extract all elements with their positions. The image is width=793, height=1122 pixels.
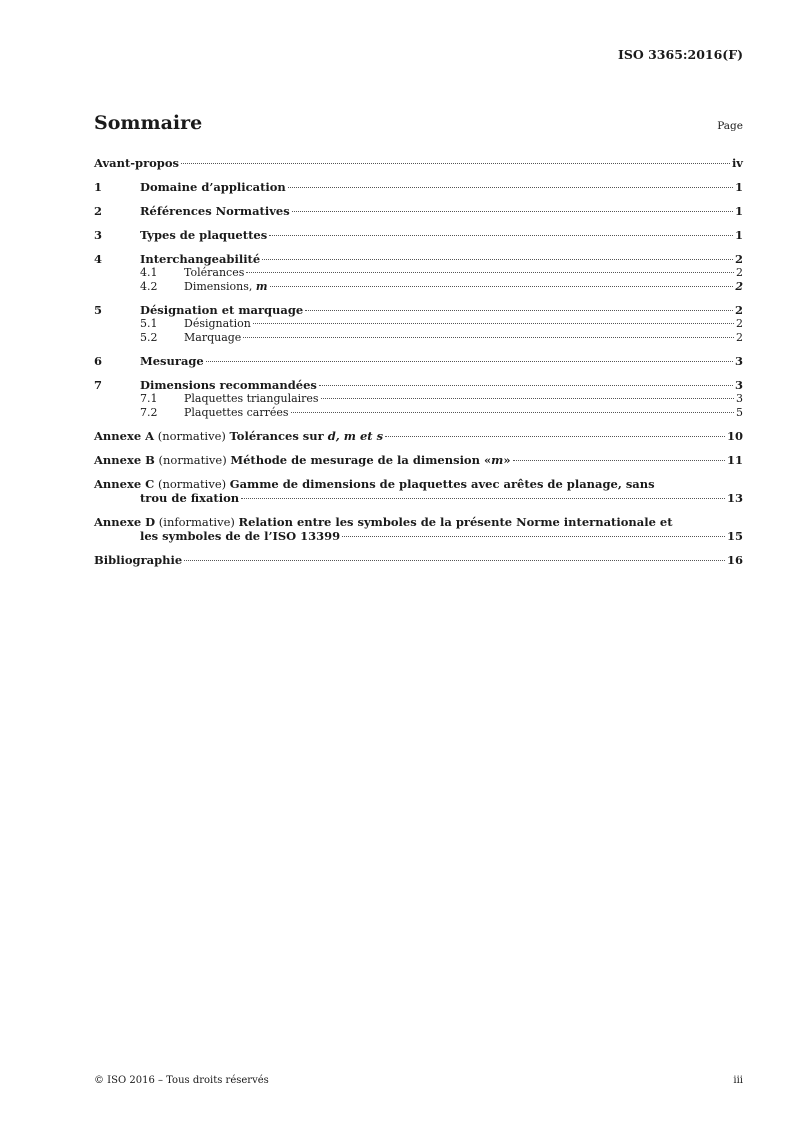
annex-prefix: Annexe D <box>94 515 156 529</box>
annex-kind: (normative) <box>154 429 230 443</box>
toc-entry-symbol: m <box>255 279 268 293</box>
toc-entry-label: Méthode de mesurage de la dimension « <box>230 453 492 467</box>
dot-leader <box>321 398 734 399</box>
toc-entry-page: 1 <box>734 180 743 194</box>
dot-leader <box>291 412 734 413</box>
toc-entry-symbol: m <box>491 453 504 467</box>
toc-entry-number: 4.1 <box>140 266 158 279</box>
toc-entry-section-6[interactable] <box>94 354 743 368</box>
toc-entry-label: Marquage <box>184 330 242 344</box>
toc-entry-label: Relation entre les symboles de la présente Norme internationale et <box>238 515 673 529</box>
toc-entry-annex-c[interactable] <box>94 477 743 505</box>
toc-entry-annex-b[interactable] <box>94 453 743 467</box>
toc-entry-label: Tolérances sur <box>229 429 328 443</box>
annex-kind: (informative) <box>155 515 239 529</box>
toc-entry-page: 2 <box>734 252 743 266</box>
toc-entry-label: Domaine d’application <box>140 180 286 194</box>
toc-entry-label: Interchangeabilité <box>140 252 261 266</box>
toc-entry-annex-a[interactable] <box>94 429 743 443</box>
toc-entry-page: 2 <box>736 330 743 344</box>
dot-leader <box>243 337 734 338</box>
dot-leader <box>292 211 733 212</box>
annex-line-1 <box>94 477 743 491</box>
toc-entry-avant-propos[interactable] <box>94 156 743 170</box>
toc-entry-label-tail: » <box>503 453 511 467</box>
toc-entry-number: 5.1 <box>140 317 158 330</box>
dot-leader <box>319 385 733 386</box>
dot-leader <box>288 187 733 188</box>
annex-prefix: Annexe A <box>94 429 155 443</box>
toc-entry-label: Dimensions recommandées <box>140 378 317 392</box>
annex-line-1 <box>94 515 743 529</box>
toc-entry-page: 15 <box>726 529 743 543</box>
toc-entry-label-continued: trou de fixation <box>140 491 240 505</box>
dot-leader <box>513 460 725 461</box>
toc-entry-section-3[interactable] <box>94 228 743 242</box>
toc-entry-label: Mesurage <box>140 354 204 368</box>
toc-entry-bibliographie[interactable] <box>94 553 743 567</box>
toc-entry-label: Désignation et marquage <box>140 303 304 317</box>
toc-entry-annex-d[interactable] <box>94 515 743 543</box>
toc-entry-section-7[interactable] <box>94 378 743 392</box>
toc-entry-label: Références Normatives <box>140 204 290 218</box>
page-column-label: Page <box>717 120 743 132</box>
toc-entry-section-7-1[interactable] <box>94 392 743 406</box>
annex-kind: (normative) <box>154 453 231 467</box>
table-of-contents <box>94 156 743 567</box>
toc-entry-section-2[interactable] <box>94 204 743 218</box>
toc-entry-page: iv <box>731 156 743 170</box>
dot-leader <box>269 235 733 236</box>
toc-entry-label-continued: les symboles de de l’ISO 13399 <box>140 529 341 543</box>
toc-entry-page: 1 <box>734 204 743 218</box>
toc-entry-label: Désignation <box>184 317 251 330</box>
toc-entry-page: 3 <box>734 378 743 392</box>
toc-entry-page: 16 <box>726 553 743 567</box>
toc-entry-label: Plaquettes carrées <box>184 405 289 419</box>
toc-entry-section-1[interactable] <box>94 180 743 194</box>
toc-entry-section-7-2[interactable] <box>94 406 743 420</box>
dot-leader <box>184 560 725 561</box>
dot-leader <box>241 498 725 499</box>
toc-entry-section-4-2[interactable] <box>94 280 743 294</box>
toc-entry-page: 13 <box>726 491 743 505</box>
toc-entry-section-4[interactable] <box>94 252 743 266</box>
toc-title: Sommaire <box>94 112 203 134</box>
annex-line-2 <box>94 491 743 505</box>
dot-leader <box>246 272 734 273</box>
dot-leader <box>262 259 733 260</box>
dot-leader <box>385 436 725 437</box>
annex-line-2 <box>94 529 743 543</box>
toc-entry-page: 2 <box>735 279 743 293</box>
toc-entry-page: 1 <box>734 228 743 242</box>
toc-entry-page: 3 <box>736 392 743 405</box>
toc-entry-label: Gamme de dimensions de plaquettes avec arêtes de planage, sans <box>229 477 655 491</box>
toc-entry-label: Avant-propos <box>94 156 179 170</box>
toc-entry-label: Dimensions, <box>184 279 256 293</box>
dot-leader <box>270 286 734 287</box>
toc-entry-label: Types de plaquettes <box>140 228 268 242</box>
toc-entry-number: 5 <box>94 303 103 317</box>
toc-title-row <box>94 112 743 134</box>
footer-copyright: © ISO 2016 – Tous droits réservés <box>94 1075 269 1086</box>
toc-entry-page: 3 <box>734 354 743 368</box>
toc-entry-page: 11 <box>726 453 743 467</box>
dot-leader <box>253 323 734 324</box>
toc-entry-number: 1 <box>94 180 103 194</box>
toc-entry-label: Bibliographie <box>94 553 183 567</box>
toc-entry-number: 7.1 <box>140 392 158 405</box>
toc-entry-page: 10 <box>726 429 743 443</box>
toc-entry-number: 3 <box>94 228 103 242</box>
annex-kind: (normative) <box>154 477 230 491</box>
footer-page-number: iii <box>733 1075 743 1086</box>
toc-entry-page: 5 <box>736 405 743 419</box>
annex-prefix: Annexe C <box>94 477 155 491</box>
toc-entry-section-4-1[interactable] <box>94 266 743 280</box>
toc-entry-page: 2 <box>734 303 743 317</box>
toc-entry-label: Plaquettes triangulaires <box>184 392 319 405</box>
toc-entry-number: 6 <box>94 354 103 368</box>
toc-entry-number: 7 <box>94 378 103 392</box>
dot-leader <box>305 310 733 311</box>
document-code: ISO 3365:2016(F) <box>617 47 743 62</box>
toc-entry-page: 2 <box>736 266 743 279</box>
toc-entry-label: Tolérances <box>184 266 245 279</box>
toc-entry-number: 7.2 <box>140 405 158 419</box>
annex-prefix: Annexe B <box>94 453 155 467</box>
toc-entry-section-5[interactable] <box>94 303 743 317</box>
toc-entry-page: 2 <box>736 317 743 330</box>
dot-leader <box>206 361 733 362</box>
toc-entry-symbol: d, m et s <box>327 429 384 443</box>
toc-entry-section-5-1[interactable] <box>94 317 743 331</box>
toc-entry-number: 5.2 <box>140 330 158 344</box>
toc-entry-number: 4 <box>94 252 103 266</box>
dot-leader <box>342 536 725 537</box>
toc-entry-number: 2 <box>94 204 103 218</box>
toc-entry-section-5-2[interactable] <box>94 331 743 345</box>
toc-entry-number: 4.2 <box>140 279 158 293</box>
dot-leader <box>181 163 730 164</box>
